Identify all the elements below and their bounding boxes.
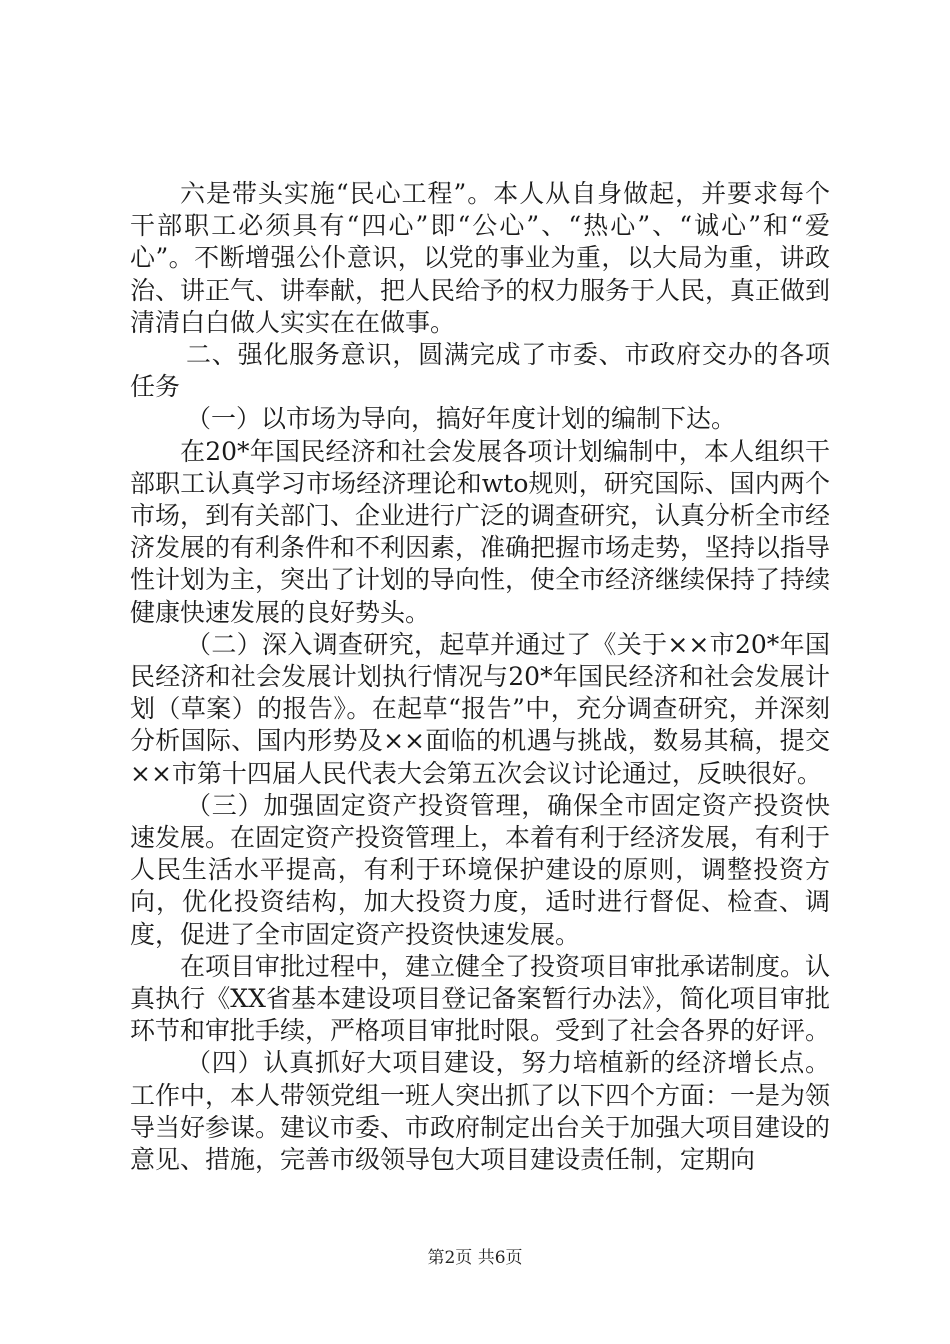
section-heading-service-awareness: 二、强化服务意识，圆满完成了市委、市政府交办的各项任务 — [130, 340, 830, 402]
paragraph-fixed-asset-investment: （三）加强固定资产投资管理，确保全市固定资产投资快速发展。在固定资产投资管理上，本着有利于经济发展，有利于人民生活水平提高，有利于环境保护建设的原则，调整投资方向，优化投资结构，加大投资力度，适时进行督促、检查、调度，促进了全市固定资产投资快速发展。 — [130, 790, 831, 949]
page-number-footer: 第2页 共6页 — [427, 1248, 523, 1268]
paragraph-research-report: （二）深入调查研究，起草并通过了《关于××市20*年国民经济和社会发展计划执行情况与20*年国民经济和社会发展计划（草案）的报告》。在起草“报告”中，充分调查研究，并深刻分析国际、国内形势及××面临的机遇与挑战，数易其稿，提交××市第十四届人民代表大会第五次会议讨论通过，反映很好。 — [130, 629, 830, 788]
paragraph-major-projects: （四）认真抓好大项目建设，努力培植新的经济增长点。工作中，本人带领党组一班人突出抓了以下四个方面：一是为领导当好参谋。建议市委、市政府制定出台关于加强大项目建设的意见、措施，完善市级领导包大项目建设责任制，定期向 — [130, 1048, 831, 1175]
paragraph-people-project: 六是带头实施“民心工程”。本人从自身做起，并要求每个干部职工必须具有“四心”即“公心”、“热心”、“诚心”和“爱心”。不断增强公仆意识，以党的事业为重，以大局为重，讲政治、讲正气、讲奉献，把人民给予的权力服务于人民，真正做到清清白白做人实实在在做事。 — [130, 179, 831, 337]
document-body — [130, 178, 830, 1176]
subheading-annual-plan: （一）以市场为导向，搞好年度计划的编制下达。 — [186, 404, 737, 434]
paragraph-plan-compilation: 在20*年国民经济和社会发展各项计划编制中，本人组织干部职工认真学习市场经济理论和wto规则，研究国际、国内两个市场，到有关部门、企业进行广泛的调查研究，认真分析全市经济发展的有利条件和不利因素，准确把握市场走势，坚持以指导性计划为主，突出了计划的导向性，使全市经济继续保持了持续健康快速发展的良好势头。 — [130, 436, 831, 627]
paragraph-project-approval: 在项目审批过程中，建立健全了投资项目审批承诺制度。认真执行《XX省基本建设项目登记备案暂行办法》，简化项目审批环节和审批手续，严格项目审批时限。受到了社会各界的好评。 — [130, 951, 831, 1046]
